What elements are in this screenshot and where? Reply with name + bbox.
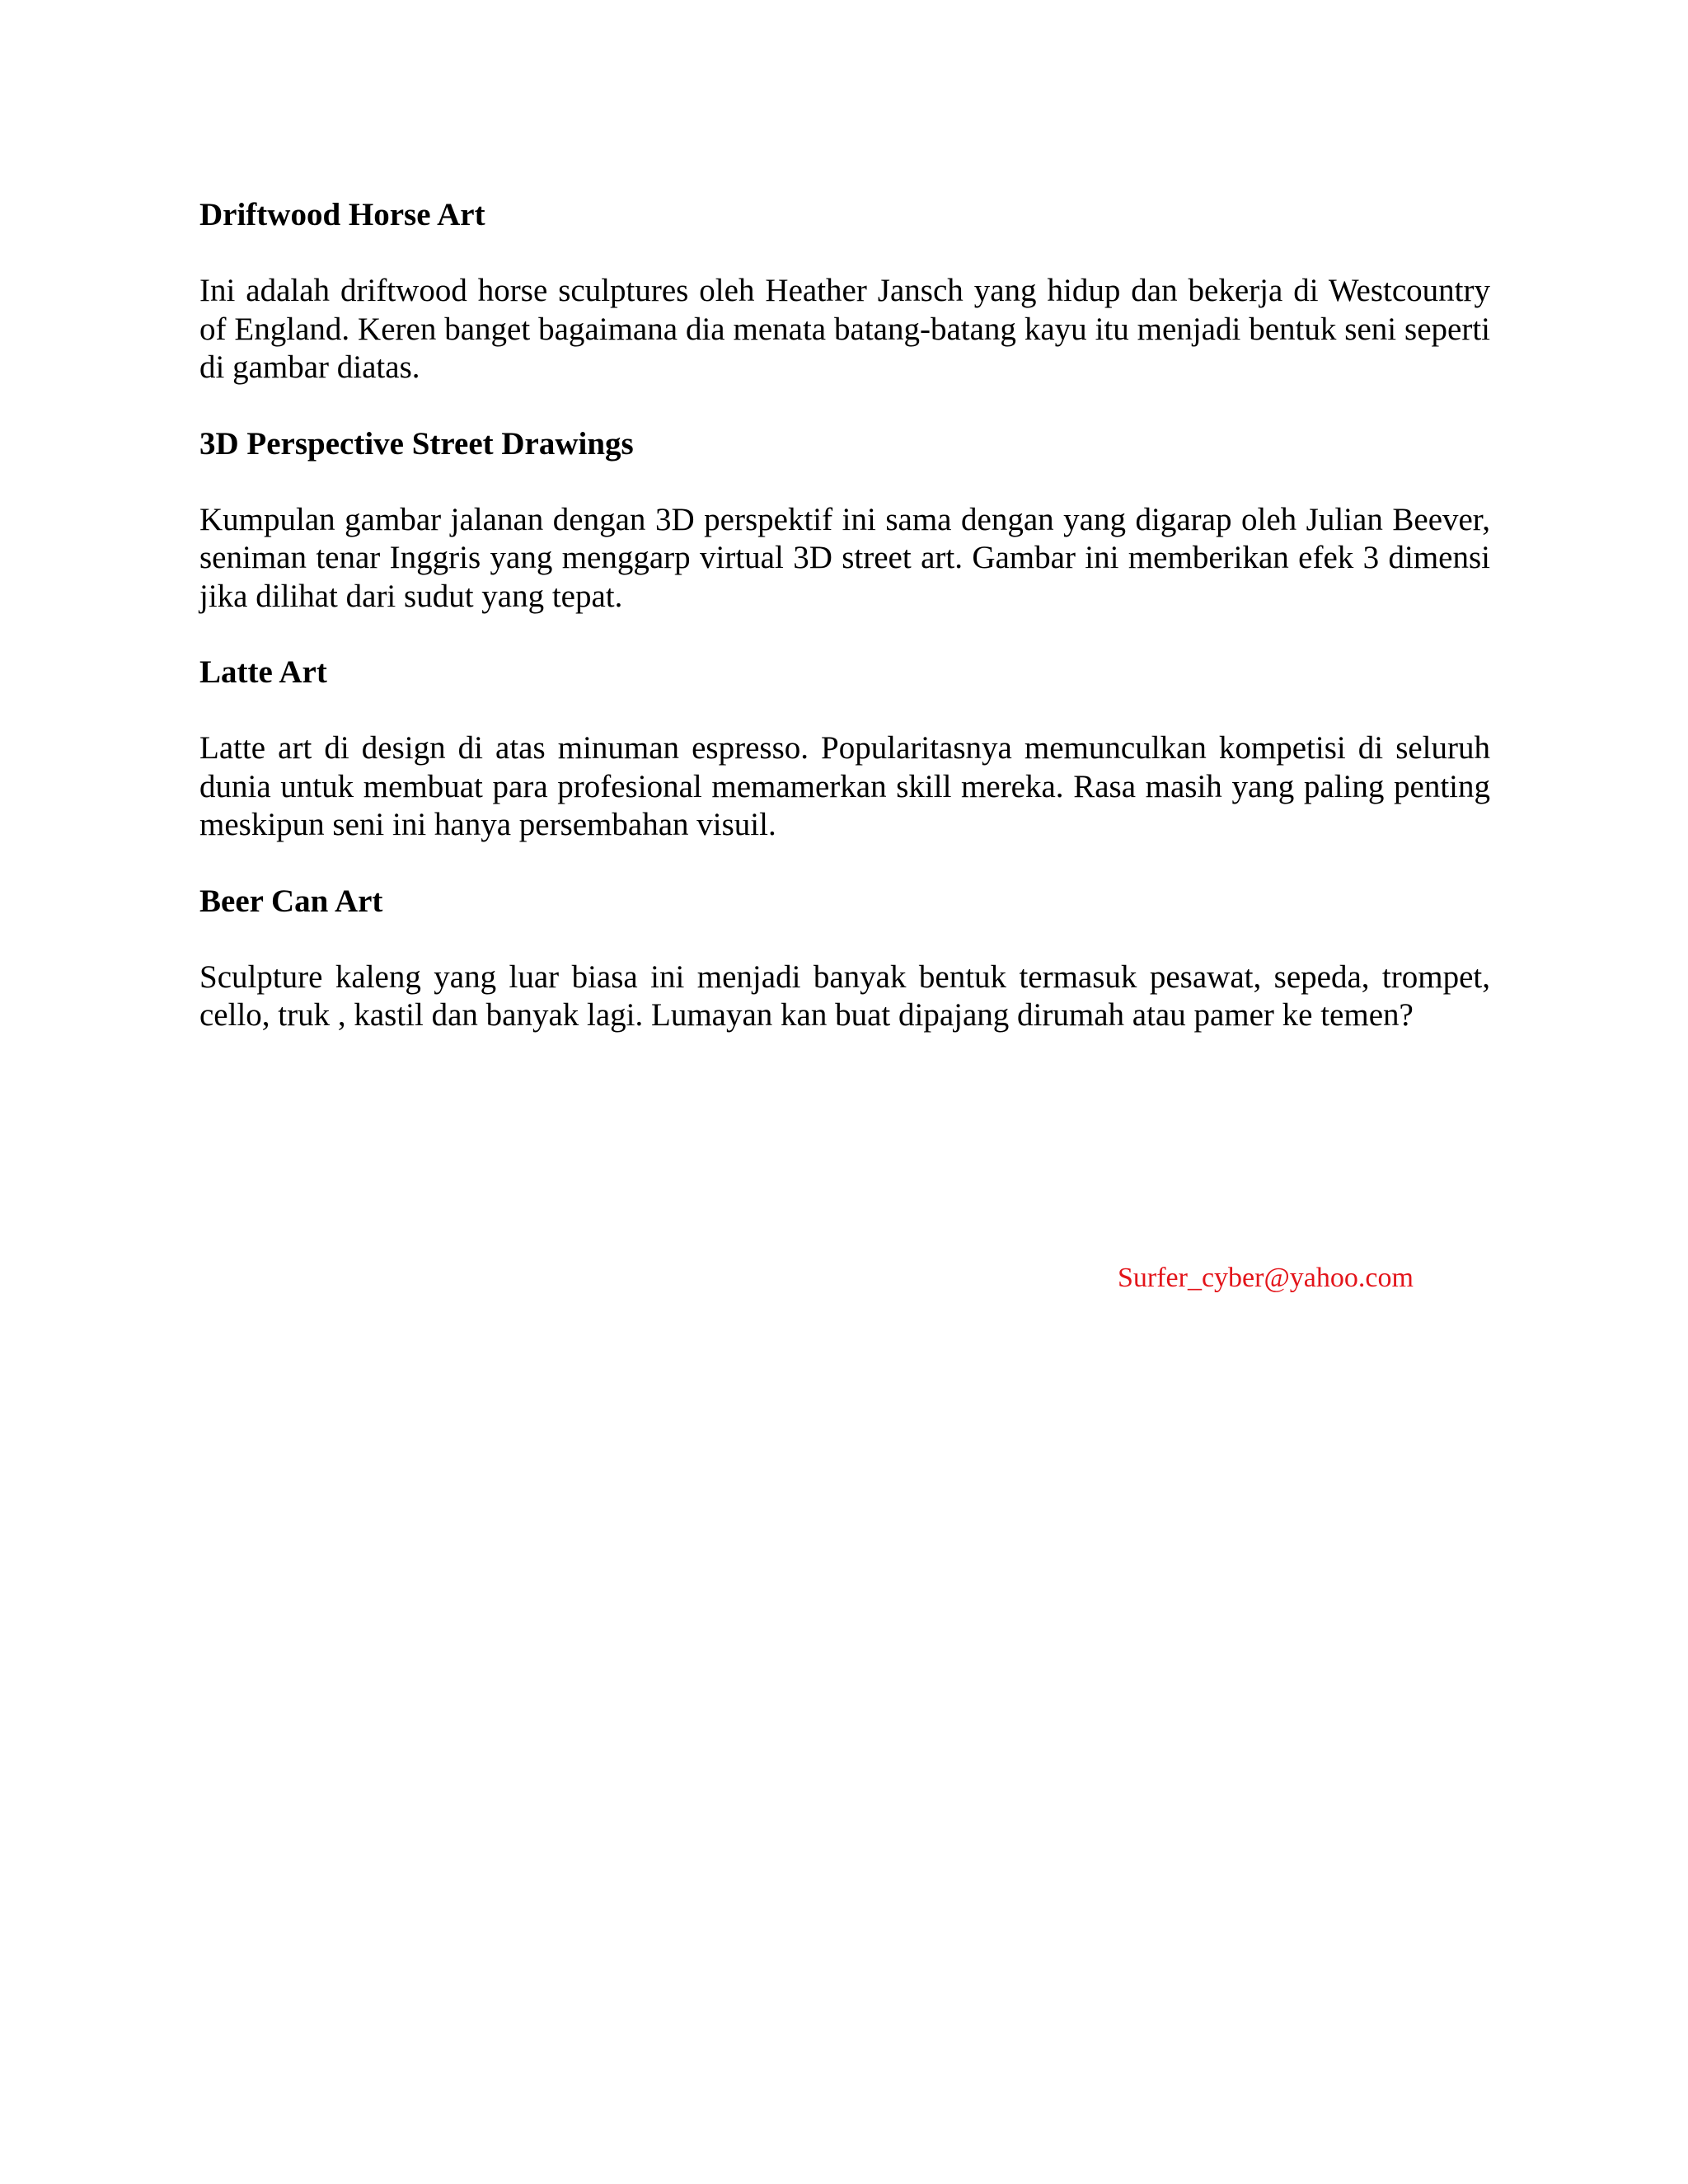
section-body-latte-art: Latte art di design di atas minuman espresso. Popularitasnya memunculkan kompetisi di seluruh dunia untuk membuat para profesional memamerkan skill mereka. Rasa masih yang paling penting meskipun seni ini hanya persembahan visuil.	[199, 730, 1490, 842]
section-title-3d-perspective-street-drawings: 3D Perspective Street Drawings	[199, 425, 634, 462]
author-email: Surfer_cyber@yahoo.com	[1118, 1263, 1414, 1293]
section-body-beer-can-art: Sculpture kaleng yang luar biasa ini menjadi banyak bentuk termasuk pesawat, sepeda, trompet, cello, truk , kastil dan banyak lagi. Lumayan kan buat dipajang dirumah atau pamer ke temen?	[199, 958, 1490, 1033]
section-title-driftwood-horse-art: Driftwood Horse Art	[199, 197, 485, 232]
section-title-beer-can-art: Beer Can Art	[199, 883, 383, 919]
section-body-3d-perspective-street-drawings: Kumpulan gambar jalanan dengan 3D perspektif ini sama dengan yang digarap oleh Julian Beever, seniman tenar Inggris yang menggarp virtual 3D street art. Gambar ini memberikan efek 3 dimensi jika dilihat dari sudut yang tepat.	[199, 501, 1490, 614]
document-content	[199, 196, 1490, 1073]
section-body-driftwood-horse-art: Ini adalah driftwood horse sculptures oleh Heather Jansch yang hidup dan bekerja di Westcountry of England. Keren banget bagaimana dia menata batang-batang kayu itu menjadi bentuk seni seperti di gambar diatas.	[199, 273, 1490, 385]
section-title-latte-art: Latte Art	[199, 654, 327, 690]
